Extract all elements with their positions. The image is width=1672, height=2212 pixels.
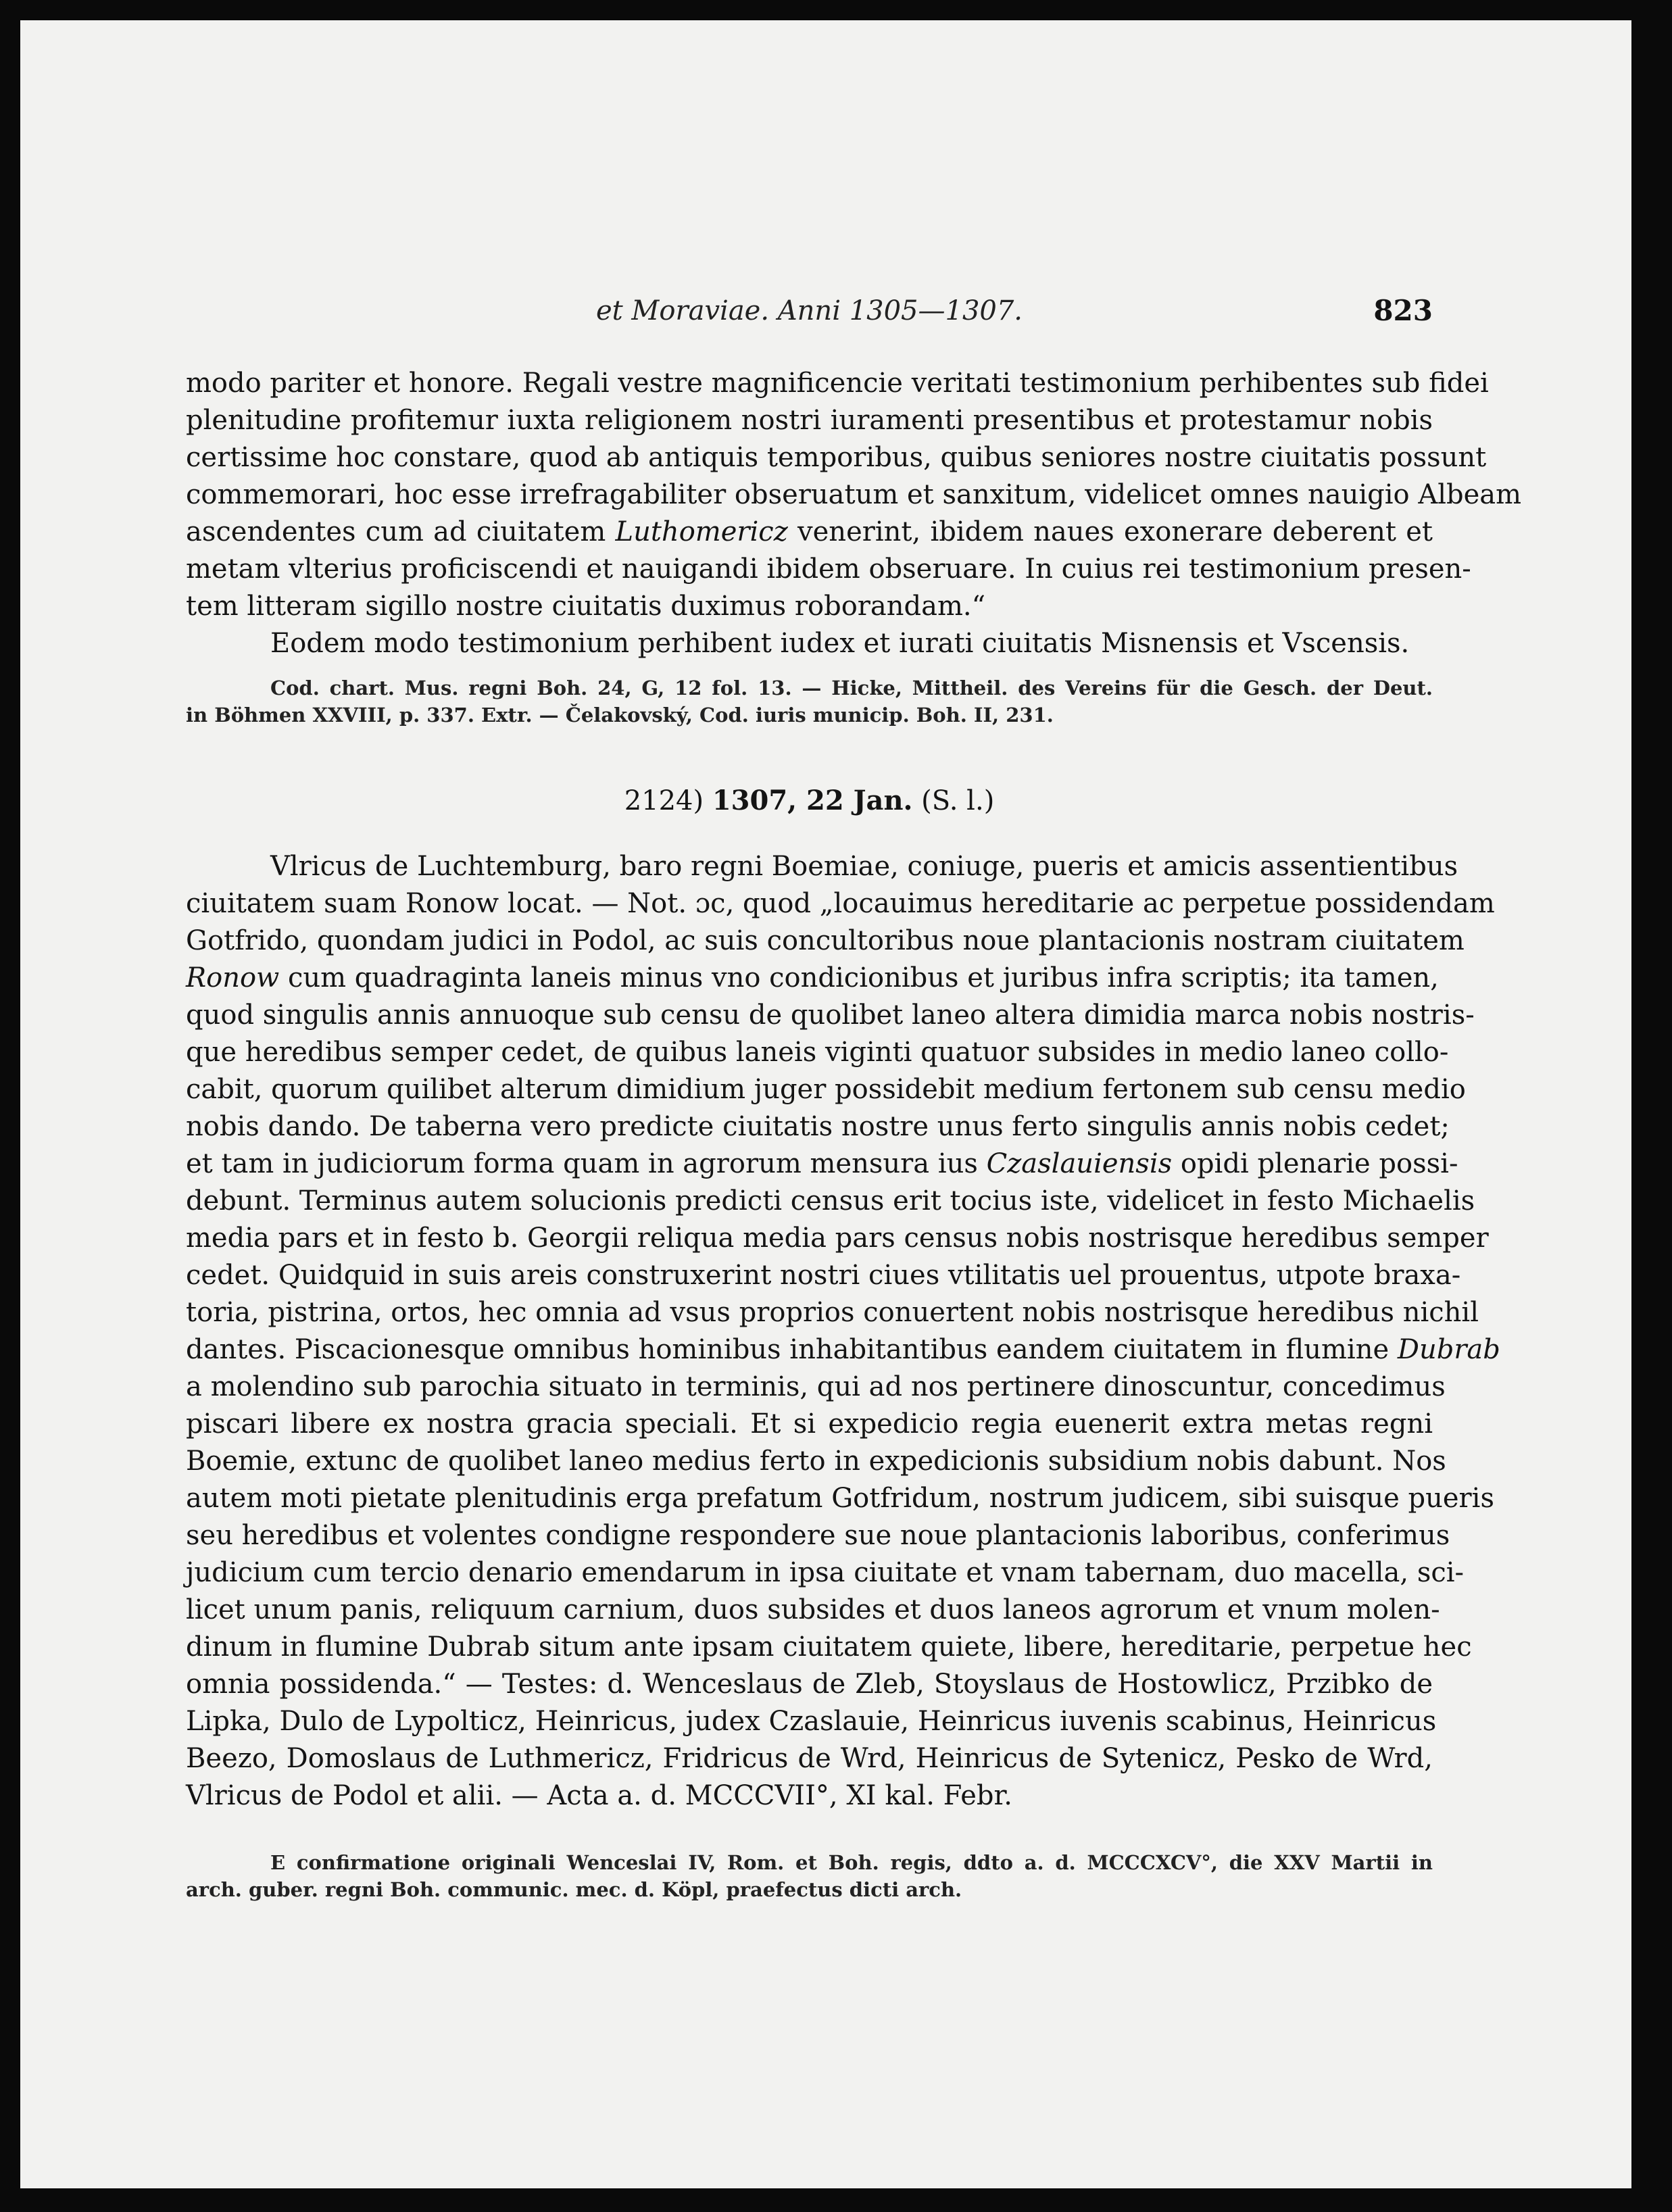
text-line: Vlricus de Podol et alii. — Acta a. d. MCCCVII°, XI kal. Febr. xyxy=(186,1780,1012,1811)
text-line: omnia possidenda.“ — Testes: d. Wenceslaus de Zleb, Stoyslaus de Hostowlicz, Przibko de xyxy=(186,1669,1433,1700)
place-name-italic: Ronow xyxy=(186,962,280,993)
text-line: dantes. Piscacionesque omnibus hominibus inhabitantibus eandem ciuitatem in flumine Dubrab xyxy=(186,1334,1500,1365)
text-line: autem moti pietate plenitudinis erga prefatum Gotfridum, nostrum judicem, sibi suisque pueris xyxy=(186,1483,1494,1514)
source-note-bottom xyxy=(186,1849,1433,1903)
entry-place: (S. l.) xyxy=(921,785,995,816)
scanned-page xyxy=(20,20,1631,2188)
text-line: ascendentes cum ad ciuitatem Luthomericz venerint, ibidem naues exonerare deberent et xyxy=(186,516,1433,547)
top-paragraph xyxy=(186,365,1522,662)
text-line: Boemie, extunc de quolibet laneo medius ferto in expedicionis subsidium nobis dabunt. Nos xyxy=(186,1446,1446,1477)
text-line: Gotfrido, quondam judici in Podol, ac suis concultoribus noue plantacionis nostram ciuitatem xyxy=(186,925,1465,956)
text-line: Beezo, Domoslaus de Luthmericz, Fridricus de Wrd, Heinricus de Sytenicz, Pesko de Wrd, xyxy=(186,1743,1433,1774)
eodem-line: Eodem modo testimonium perhibent iudex et iurati ciuitatis Misnensis et Vscensis. xyxy=(270,628,1410,659)
text-line: certissime hoc constare, quod ab antiquis temporibus, quibus seniores nostre ciuitatis possunt xyxy=(186,442,1487,473)
text-line: cedet. Quidquid in suis areis construxerint nostri ciues vtilitatis uel prouentus, utpote braxa- xyxy=(186,1260,1461,1291)
running-head-title: et Moraviae. Anni 1305—1307. xyxy=(595,295,1023,326)
text-line: tem litteram sigillo nostre ciuitatis duximus roborandam.“ xyxy=(186,591,986,622)
text-line: ciuitatem suam Ronow locat. — Not. ɔc, quod „locauimus hereditarie ac perpetue possidendam xyxy=(186,888,1495,919)
text-line: cabit, quorum quilibet alterum dimidium juger possidebit medium fertonem sub censu medio xyxy=(186,1074,1466,1105)
text-line: toria, pistrina, ortos, hec omnia ad vsus proprios conuertent nobis nostrisque heredibus nichil xyxy=(186,1297,1479,1328)
place-name-italic: Czaslauiensis xyxy=(986,1148,1173,1179)
text-line: et tam in judiciorum forma quam in agrorum mensura ius Czaslauiensis opidi plenarie possi- xyxy=(186,1148,1458,1179)
text-line: Lipka, Dulo de Lypolticz, Heinricus, judex Czaslauie, Heinricus iuvenis scabinus, Heinricus xyxy=(186,1706,1437,1737)
note-line: E confirmatione originali Wenceslai IV, Rom. et Boh. regis, ddto a. d. MCCCXCV°, die XXV Martii in xyxy=(270,1851,1433,1874)
text-line: dinum in flumine Dubrab situm ante ipsam ciuitatem quiete, libere, hereditarie, perpetue hec xyxy=(186,1631,1472,1663)
text-line: commemorari, hoc esse irrefragabiliter obseruatum et sanxitum, videlicet omnes nauigio Albeam xyxy=(186,479,1522,510)
text-line: Ronow cum quadraginta laneis minus vno condicionibus et juribus infra scriptis; ita tamen, xyxy=(186,962,1439,993)
text-line: plenitudine profitemur iuxta religionem nostri iuramenti presentibus et protestamur nobis xyxy=(186,405,1433,436)
text-line: nobis dando. De taberna vero predicte ciuitatis nostre unus ferto singulis annis nobis cedet; xyxy=(186,1111,1450,1142)
text-line: que heredibus semper cedet, de quibus laneis viginti quatuor subsides in medio laneo collo- xyxy=(186,1037,1449,1068)
note-line: arch. guber. regni Boh. communic. mec. d. Köpl, praefectus dicti arch. xyxy=(186,1878,962,1901)
text-line: quod singulis annis annuoque sub censu de quolibet laneo altera dimidia marca nobis nostris- xyxy=(186,1000,1475,1031)
text-line: judicium cum tercio denario emendarum in ipsa ciuitate et vnam tabernam, duo macella, sci- xyxy=(186,1557,1465,1588)
text-line: licet unum panis, reliquum carnium, duos subsides et duos laneos agrorum et vnum molen- xyxy=(186,1594,1440,1625)
entry-number: 2124) xyxy=(624,785,704,816)
text-line: Vlricus de Luchtemburg, baro regni Boemiae, coniuge, pueris et amicis assentientibus xyxy=(270,851,1458,882)
page-number: 823 xyxy=(1373,294,1433,327)
note-line: in Böhmen XXVIII, p. 337. Extr. — Čelakovský, Cod. iuris municip. Boh. II, 231. xyxy=(186,704,1054,727)
text-line: seu heredibus et volentes condigne respondere sue noue plantacionis laboribus, conferimus xyxy=(186,1520,1450,1551)
text-line: debunt. Terminus autem solucionis predicti census erit tocius iste, videlicet in festo Michaelis xyxy=(186,1185,1475,1216)
text-line: piscari libere ex nostra gracia speciali. Et si expedicio regia euenerit extra metas regni xyxy=(186,1408,1433,1440)
entry-heading xyxy=(186,781,1433,821)
text-line: metam vlterius proficiscendi et nauigandi ibidem obseruare. In cuius rei testimonium presen- xyxy=(186,554,1471,585)
text-line: a molendino sub parochia situato in terminis, qui ad nos pertinere dinoscuntur, concedimus xyxy=(186,1371,1446,1402)
note-line: Cod. chart. Mus. regni Boh. 24, G, 12 fol. 13. — Hicke, Mittheil. des Vereins für die Gesch. der Deut. xyxy=(270,677,1433,699)
river-name-italic: Dubrab xyxy=(1397,1334,1500,1365)
entry-date: 1307, 22 Jan. xyxy=(712,785,913,816)
entry-paragraph xyxy=(186,848,1500,1815)
running-head xyxy=(186,291,1433,331)
text-line: modo pariter et honore. Regali vestre magnificencie veritati testimonium perhibentes sub fidei xyxy=(186,368,1489,399)
text-line: media pars et in festo b. Georgii reliqua media pars census nobis nostrisque heredibus semper xyxy=(186,1223,1489,1254)
source-note-top xyxy=(186,674,1433,729)
place-name-italic: Luthomericz xyxy=(615,516,788,547)
